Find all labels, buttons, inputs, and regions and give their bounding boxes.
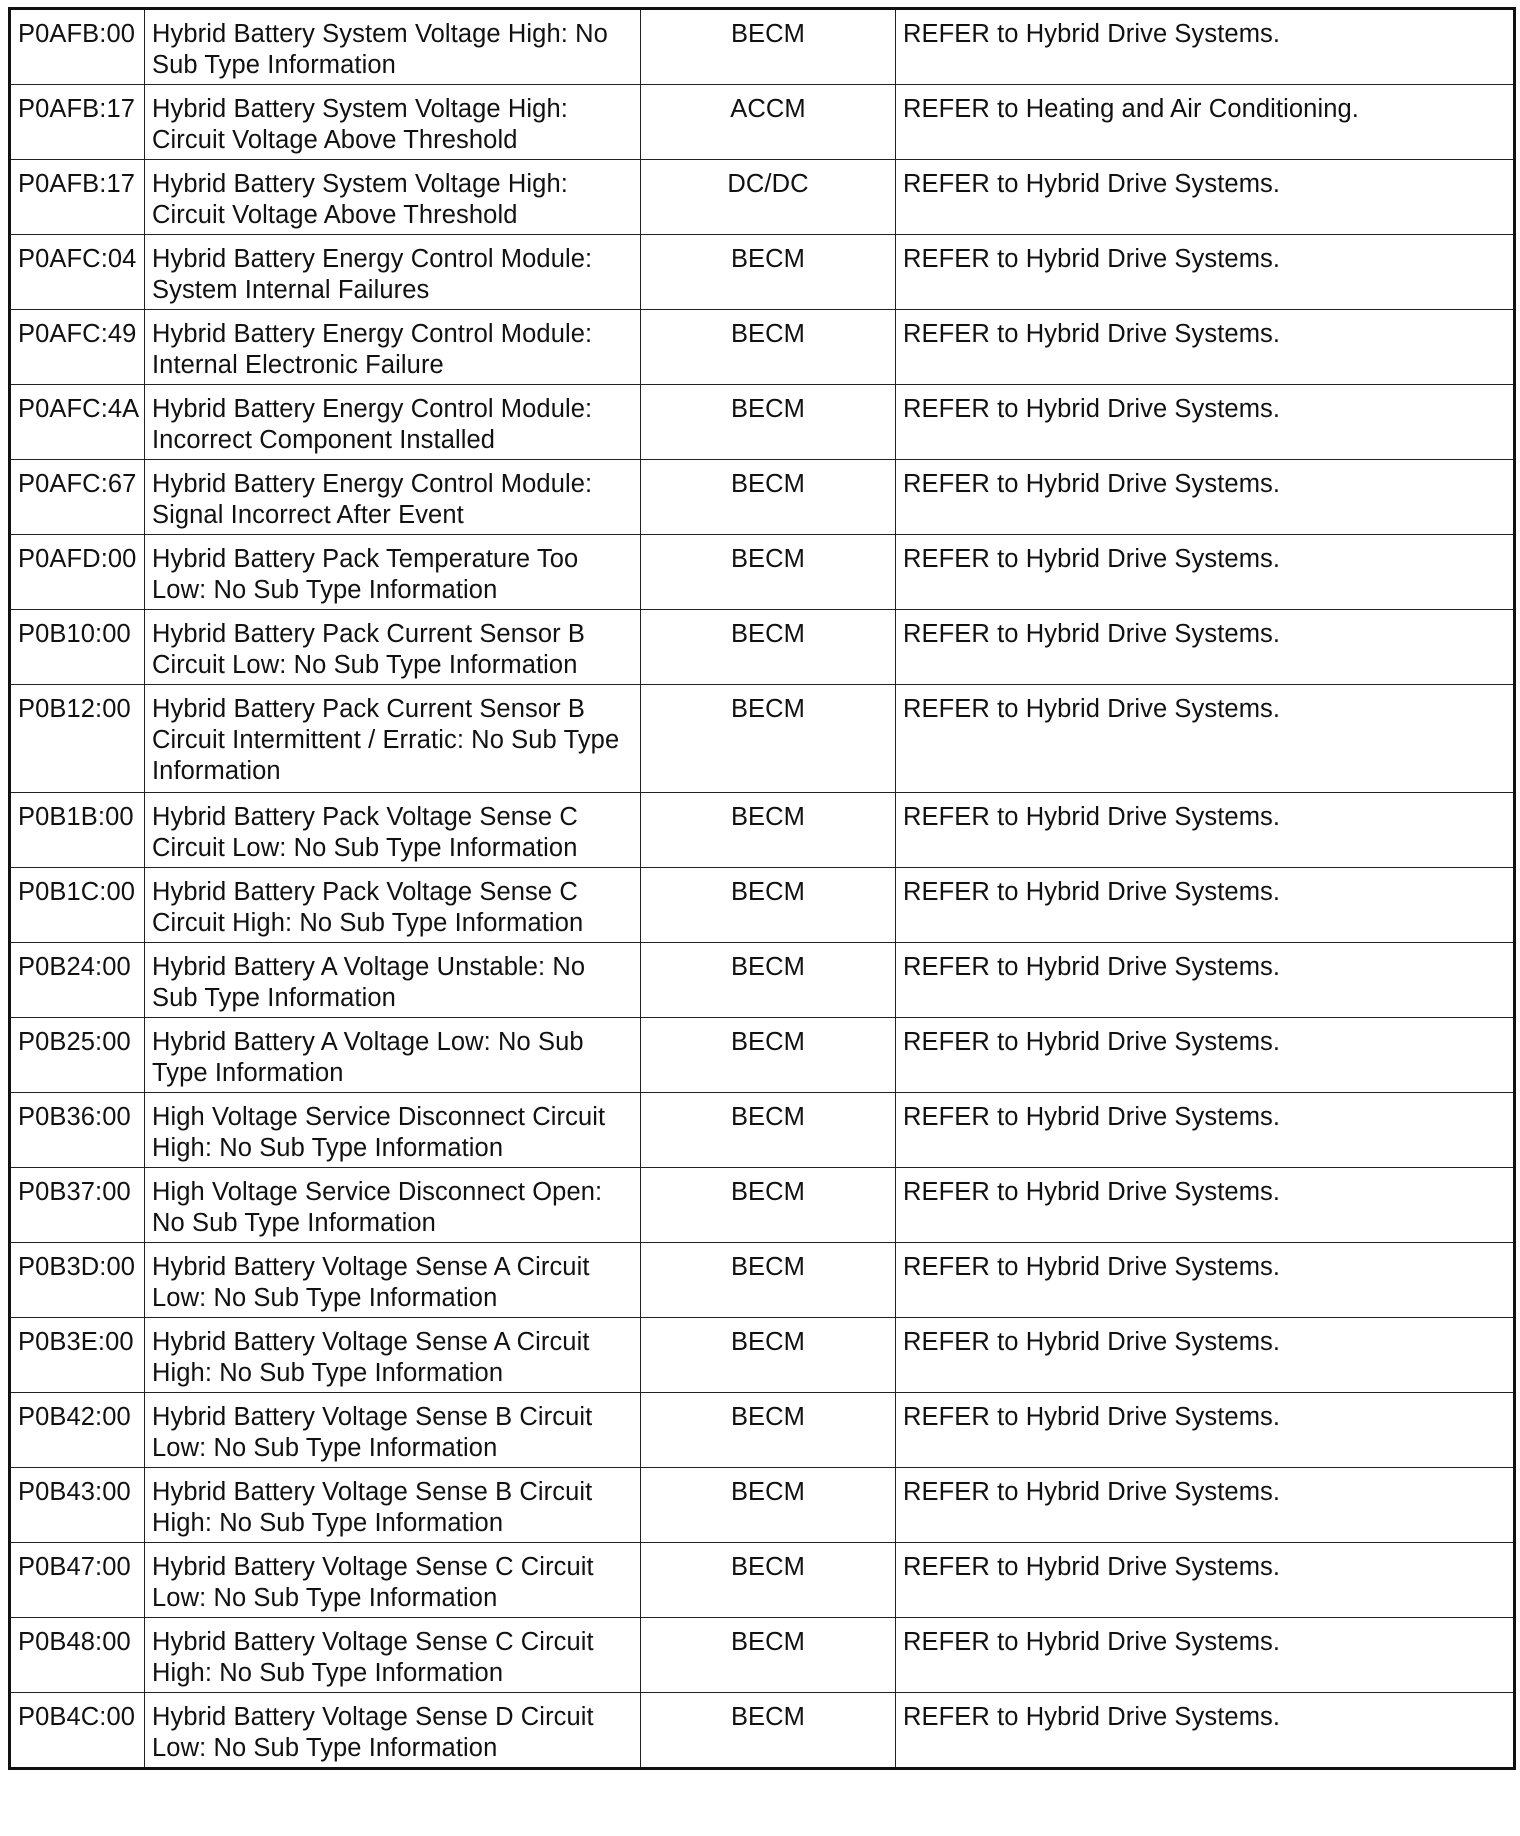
- dtc-module: BECM: [641, 685, 896, 793]
- dtc-action: REFER to Hybrid Drive Systems.: [896, 1543, 1515, 1618]
- dtc-module: BECM: [641, 1543, 896, 1618]
- dtc-table-body: [10, 9, 1515, 1769]
- dtc-code: P0B37:00: [10, 1168, 145, 1243]
- dtc-code: P0B1B:00: [10, 793, 145, 868]
- dtc-module: BECM: [641, 1618, 896, 1693]
- dtc-module: BECM: [641, 9, 896, 85]
- dtc-module: ACCM: [641, 85, 896, 160]
- dtc-module: BECM: [641, 1468, 896, 1543]
- dtc-code: P0AFB:17: [10, 85, 145, 160]
- dtc-action: REFER to Hybrid Drive Systems.: [896, 1093, 1515, 1168]
- dtc-description: Hybrid Battery Voltage Sense B Circuit High: No Sub Type Information: [145, 1468, 641, 1543]
- dtc-code: P0B3D:00: [10, 1243, 145, 1318]
- dtc-code: P0B1C:00: [10, 868, 145, 943]
- dtc-description: Hybrid Battery Voltage Sense A Circuit Low: No Sub Type Information: [145, 1243, 641, 1318]
- dtc-module: BECM: [641, 1393, 896, 1468]
- dtc-description: Hybrid Battery System Voltage High: Circuit Voltage Above Threshold: [145, 160, 641, 235]
- dtc-code: P0AFC:49: [10, 310, 145, 385]
- dtc-description: High Voltage Service Disconnect Open: No Sub Type Information: [145, 1168, 641, 1243]
- dtc-module: BECM: [641, 310, 896, 385]
- dtc-action: REFER to Hybrid Drive Systems.: [896, 1168, 1515, 1243]
- table-row: [10, 160, 1515, 235]
- table-row: [10, 1318, 1515, 1393]
- dtc-action: REFER to Hybrid Drive Systems.: [896, 535, 1515, 610]
- dtc-module: BECM: [641, 868, 896, 943]
- dtc-module: BECM: [641, 385, 896, 460]
- dtc-action: REFER to Hybrid Drive Systems.: [896, 610, 1515, 685]
- table-row: [10, 793, 1515, 868]
- dtc-module: BECM: [641, 943, 896, 1018]
- dtc-description: Hybrid Battery Voltage Sense C Circuit Low: No Sub Type Information: [145, 1543, 641, 1618]
- dtc-action: REFER to Hybrid Drive Systems.: [896, 1693, 1515, 1769]
- table-row: [10, 1468, 1515, 1543]
- table-row: [10, 1543, 1515, 1618]
- table-row: [10, 1243, 1515, 1318]
- dtc-action: REFER to Hybrid Drive Systems.: [896, 9, 1515, 85]
- dtc-module: BECM: [641, 1243, 896, 1318]
- dtc-description: Hybrid Battery System Voltage High: Circuit Voltage Above Threshold: [145, 85, 641, 160]
- dtc-description: Hybrid Battery Voltage Sense A Circuit High: No Sub Type Information: [145, 1318, 641, 1393]
- dtc-description: Hybrid Battery A Voltage Unstable: No Sub Type Information: [145, 943, 641, 1018]
- dtc-action: REFER to Hybrid Drive Systems.: [896, 1018, 1515, 1093]
- dtc-code: P0B24:00: [10, 943, 145, 1018]
- table-row: [10, 1393, 1515, 1468]
- dtc-code: P0AFB:17: [10, 160, 145, 235]
- dtc-module: BECM: [641, 460, 896, 535]
- dtc-action: REFER to Hybrid Drive Systems.: [896, 943, 1515, 1018]
- dtc-description: Hybrid Battery Energy Control Module: Signal Incorrect After Event: [145, 460, 641, 535]
- dtc-description: Hybrid Battery System Voltage High: No Sub Type Information: [145, 9, 641, 85]
- dtc-code: P0AFC:4A: [10, 385, 145, 460]
- table-row: [10, 235, 1515, 310]
- table-row: [10, 460, 1515, 535]
- dtc-code: P0B47:00: [10, 1543, 145, 1618]
- dtc-action: REFER to Hybrid Drive Systems.: [896, 1468, 1515, 1543]
- dtc-module: BECM: [641, 1318, 896, 1393]
- dtc-description: Hybrid Battery Voltage Sense C Circuit High: No Sub Type Information: [145, 1618, 641, 1693]
- dtc-description: Hybrid Battery Energy Control Module: Incorrect Component Installed: [145, 385, 641, 460]
- dtc-code: P0B36:00: [10, 1093, 145, 1168]
- table-row: [10, 1093, 1515, 1168]
- dtc-module: BECM: [641, 235, 896, 310]
- dtc-description: Hybrid Battery Voltage Sense D Circuit Low: No Sub Type Information: [145, 1693, 641, 1769]
- table-row: [10, 868, 1515, 943]
- dtc-code: P0B42:00: [10, 1393, 145, 1468]
- dtc-description: Hybrid Battery Energy Control Module: System Internal Failures: [145, 235, 641, 310]
- table-row: [10, 610, 1515, 685]
- dtc-description: Hybrid Battery Pack Voltage Sense C Circuit Low: No Sub Type Information: [145, 793, 641, 868]
- dtc-module: BECM: [641, 1093, 896, 1168]
- table-row: [10, 1168, 1515, 1243]
- table-row: [10, 9, 1515, 85]
- dtc-description: Hybrid Battery A Voltage Low: No Sub Type Information: [145, 1018, 641, 1093]
- dtc-code: P0AFB:00: [10, 9, 145, 85]
- table-row: [10, 310, 1515, 385]
- dtc-action: REFER to Hybrid Drive Systems.: [896, 1618, 1515, 1693]
- dtc-action: REFER to Hybrid Drive Systems.: [896, 1393, 1515, 1468]
- table-row: [10, 1693, 1515, 1769]
- dtc-code: P0AFC:04: [10, 235, 145, 310]
- dtc-action: REFER to Hybrid Drive Systems.: [896, 793, 1515, 868]
- dtc-code: P0B48:00: [10, 1618, 145, 1693]
- dtc-action: REFER to Hybrid Drive Systems.: [896, 685, 1515, 793]
- table-row: [10, 943, 1515, 1018]
- table-row: [10, 1618, 1515, 1693]
- table-row: [10, 685, 1515, 793]
- dtc-action: REFER to Hybrid Drive Systems.: [896, 868, 1515, 943]
- table-row: [10, 85, 1515, 160]
- dtc-code: P0B4C:00: [10, 1693, 145, 1769]
- dtc-code: P0B10:00: [10, 610, 145, 685]
- dtc-description: Hybrid Battery Energy Control Module: Internal Electronic Failure: [145, 310, 641, 385]
- table-row: [10, 385, 1515, 460]
- dtc-module: BECM: [641, 1168, 896, 1243]
- dtc-action: REFER to Hybrid Drive Systems.: [896, 460, 1515, 535]
- dtc-module: DC/DC: [641, 160, 896, 235]
- dtc-description: Hybrid Battery Pack Current Sensor B Circuit Low: No Sub Type Information: [145, 610, 641, 685]
- dtc-code: P0AFC:67: [10, 460, 145, 535]
- dtc-action: REFER to Hybrid Drive Systems.: [896, 160, 1515, 235]
- dtc-action: REFER to Hybrid Drive Systems.: [896, 235, 1515, 310]
- dtc-action: REFER to Hybrid Drive Systems.: [896, 1318, 1515, 1393]
- dtc-action: REFER to Hybrid Drive Systems.: [896, 310, 1515, 385]
- dtc-description: High Voltage Service Disconnect Circuit High: No Sub Type Information: [145, 1093, 641, 1168]
- dtc-code: P0B43:00: [10, 1468, 145, 1543]
- dtc-code: P0AFD:00: [10, 535, 145, 610]
- dtc-description: Hybrid Battery Pack Voltage Sense C Circuit High: No Sub Type Information: [145, 868, 641, 943]
- dtc-description: Hybrid Battery Voltage Sense B Circuit Low: No Sub Type Information: [145, 1393, 641, 1468]
- dtc-module: BECM: [641, 793, 896, 868]
- dtc-action: REFER to Hybrid Drive Systems.: [896, 385, 1515, 460]
- dtc-action: REFER to Heating and Air Conditioning.: [896, 85, 1515, 160]
- dtc-module: BECM: [641, 610, 896, 685]
- table-row: [10, 535, 1515, 610]
- dtc-module: BECM: [641, 535, 896, 610]
- dtc-table: [8, 7, 1516, 1770]
- dtc-module: BECM: [641, 1018, 896, 1093]
- dtc-code: P0B25:00: [10, 1018, 145, 1093]
- dtc-description: Hybrid Battery Pack Current Sensor B Circuit Intermittent / Erratic: No Sub Type Information: [145, 685, 641, 793]
- dtc-code: P0B12:00: [10, 685, 145, 793]
- dtc-module: BECM: [641, 1693, 896, 1769]
- dtc-code: P0B3E:00: [10, 1318, 145, 1393]
- dtc-action: REFER to Hybrid Drive Systems.: [896, 1243, 1515, 1318]
- table-row: [10, 1018, 1515, 1093]
- dtc-description: Hybrid Battery Pack Temperature Too Low: No Sub Type Information: [145, 535, 641, 610]
